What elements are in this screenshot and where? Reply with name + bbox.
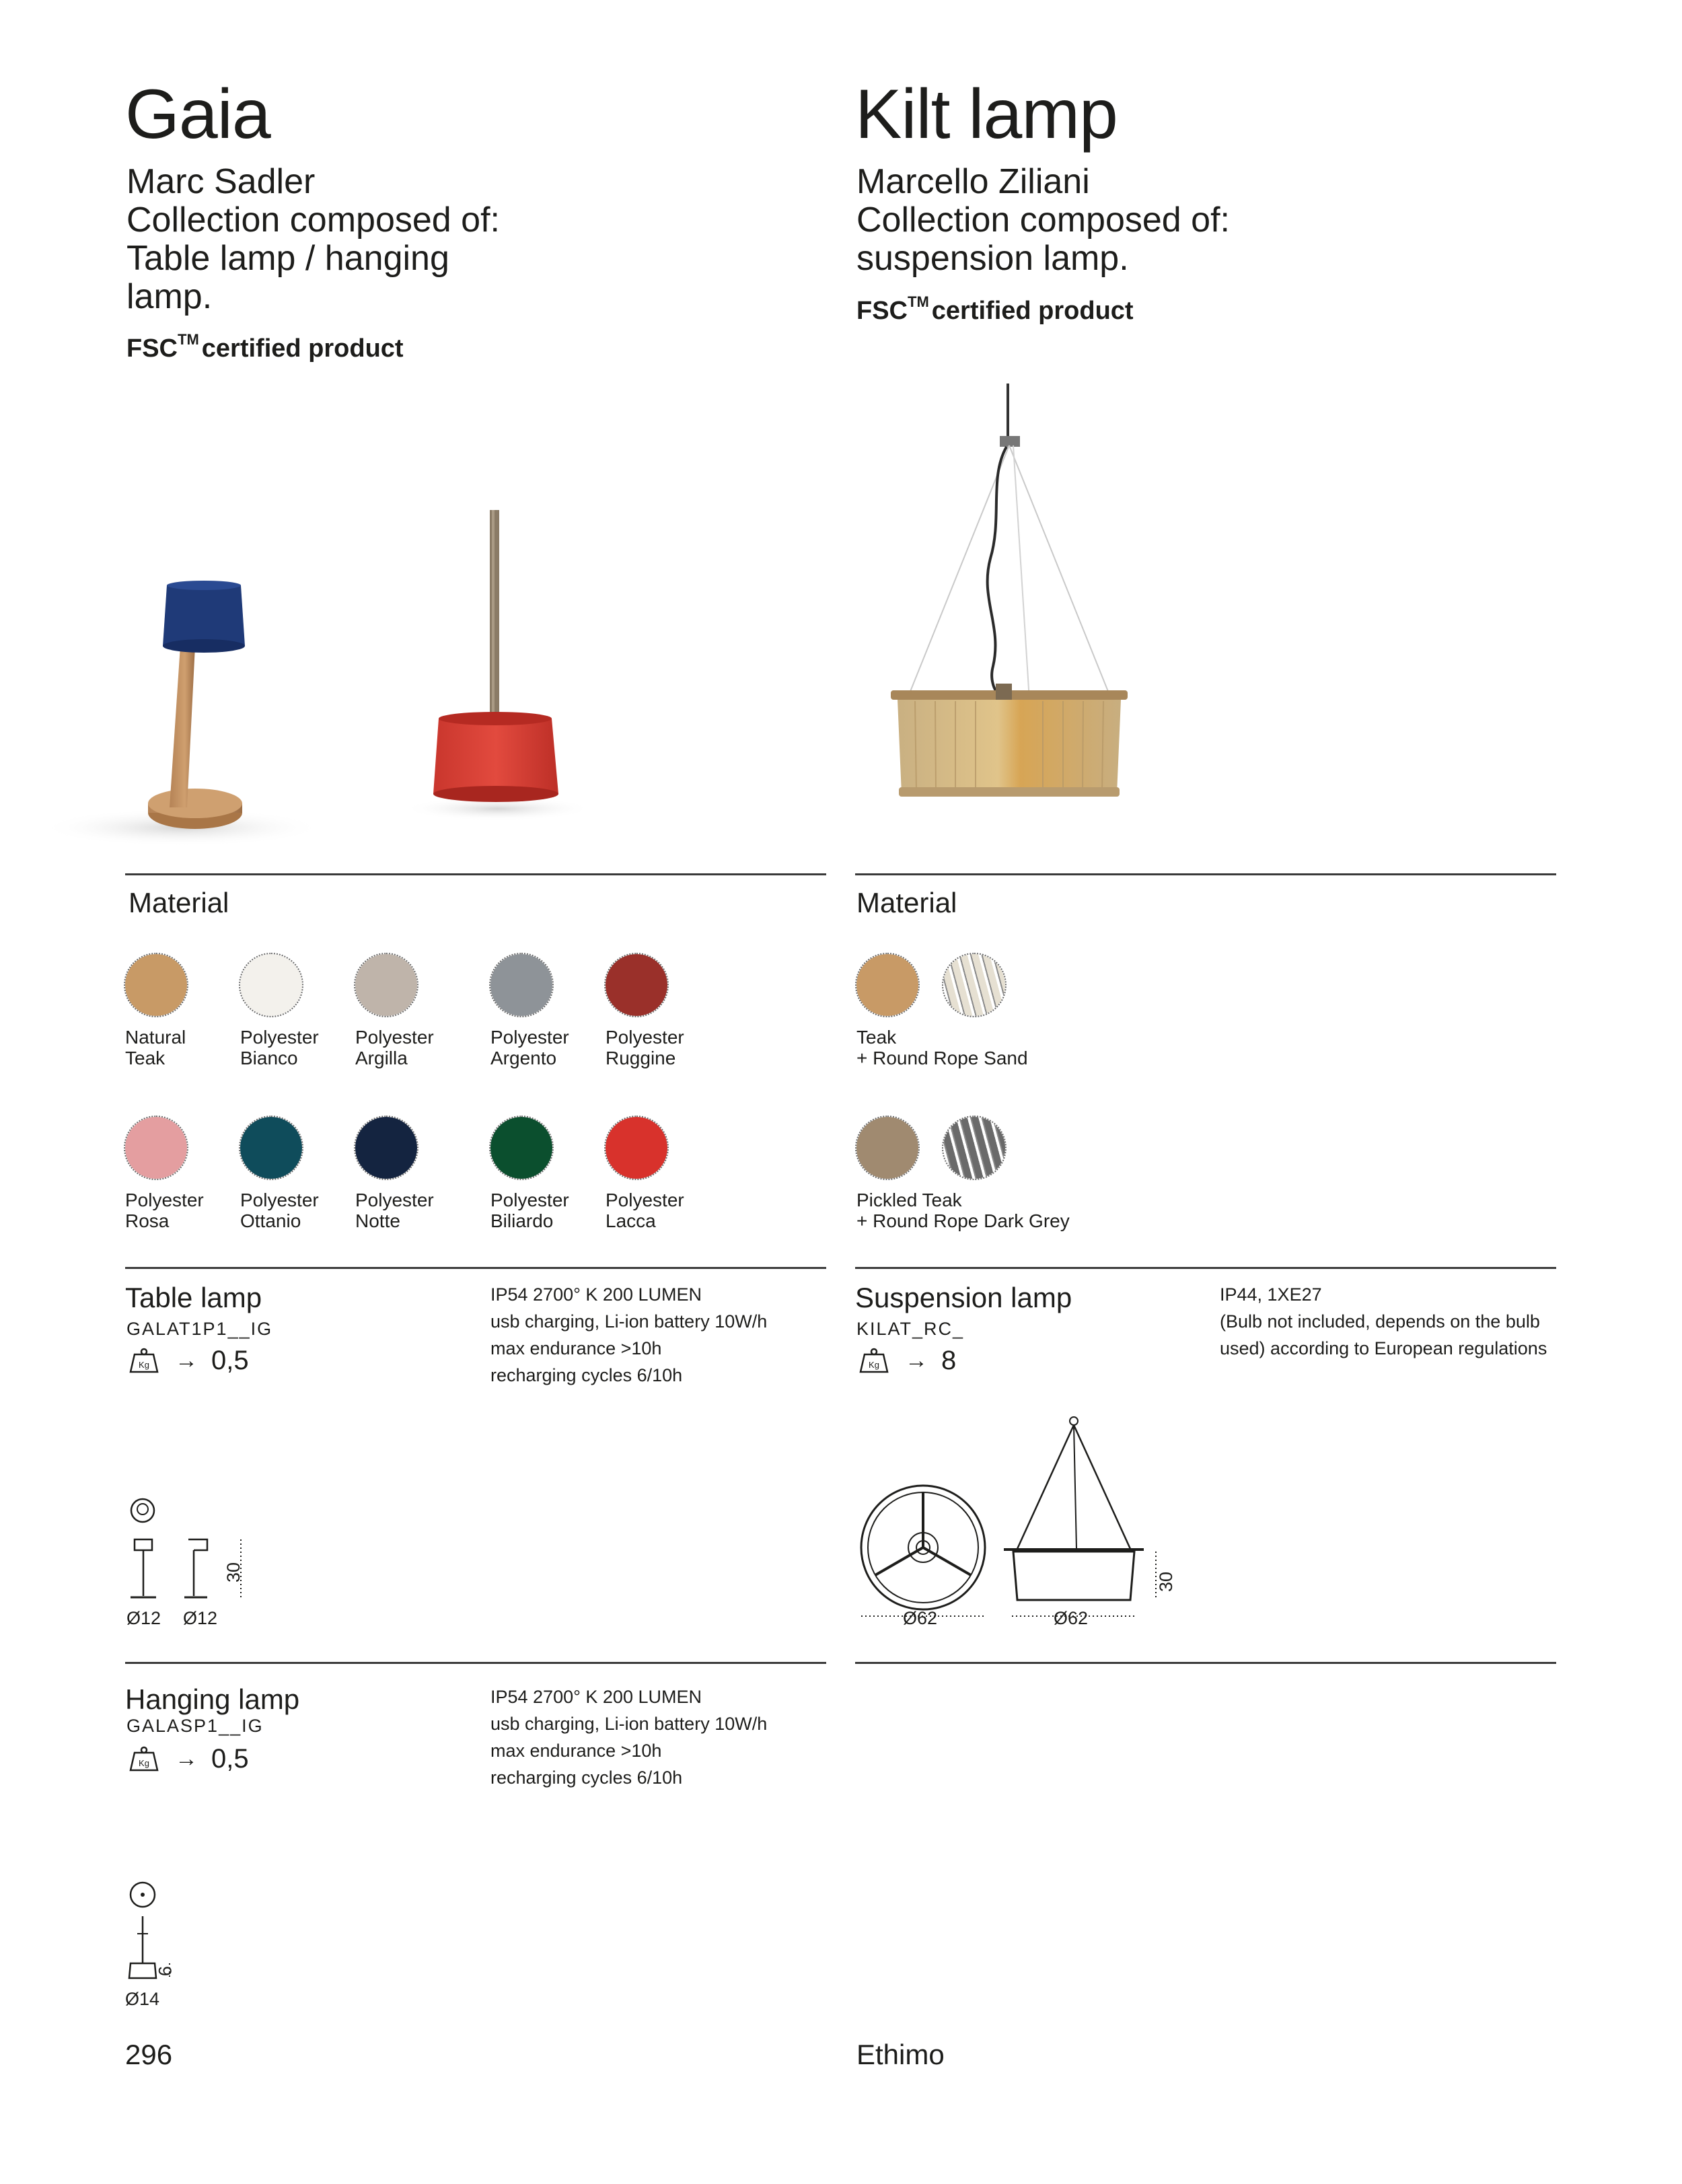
suspension-lamp-drawing (854, 1413, 1191, 1628)
gaia-desc-line: lamp. (126, 277, 213, 316)
rope-swatch (943, 1117, 1005, 1179)
combo-label-line: + Round Rope Dark Grey (856, 1210, 1070, 1231)
swatch-label-line: Polyester (240, 1190, 319, 1210)
material-swatch (125, 954, 187, 1016)
material-swatch-label (240, 1027, 319, 1068)
hanging-lamp-photo (404, 510, 592, 821)
hanging-lamp-specs (490, 1683, 767, 1791)
swatch-label-line: Polyester (490, 1027, 569, 1048)
kilt-desc-line: suspension lamp. (856, 239, 1129, 278)
spec-line: max endurance >10h (490, 1741, 662, 1761)
kilt-fsc-label (856, 293, 1134, 326)
wood-swatch (856, 954, 918, 1016)
spec-line: IP54 2700° K 200 LUMEN (490, 1687, 702, 1707)
spec-line: recharging cycles 6/10h (490, 1768, 683, 1788)
table-lamp-photo (40, 581, 323, 846)
material-swatch-label (490, 1027, 569, 1068)
swatch-label-line: Polyester (355, 1027, 434, 1048)
kilt-title: Kilt lamp (855, 75, 1118, 153)
suspension-lamp-name: Suspension lamp (855, 1282, 1072, 1313)
table-lamp-weight-value: 0,5 (211, 1346, 249, 1375)
suspension-lamp-weight (856, 1346, 956, 1376)
combo-label-line: Teak (856, 1027, 897, 1048)
material-swatch (490, 1117, 552, 1179)
kilt-designer: Marcello Ziliani (856, 162, 1090, 201)
material-swatch-label (355, 1027, 434, 1068)
hanging-lamp-weight (126, 1744, 249, 1774)
rope-swatch (943, 954, 1005, 1016)
table-lamp-diameter: Ø12 (183, 1608, 218, 1628)
swatch-label-line: Ruggine (606, 1048, 676, 1068)
swatch-label-line: Polyester (606, 1190, 684, 1210)
arrow-icon: → (905, 1348, 928, 1373)
suspension-lamp-specs (1220, 1281, 1547, 1362)
material-swatch (355, 1117, 417, 1179)
suspension-lamp-height: 30 (1156, 1571, 1176, 1592)
kg-icon-text: Kg (139, 1757, 149, 1768)
page-number: 296 (125, 2039, 173, 2070)
gaia-designer: Marc Sadler (126, 162, 316, 201)
arrow-icon: → (175, 1348, 198, 1373)
spec-line: (Bulb not included, depends on the bulb (1220, 1311, 1540, 1332)
weight-kg-icon (126, 1746, 161, 1773)
hanging-lamp-weight-value: 0,5 (211, 1744, 249, 1774)
material-combo-label (856, 1190, 1070, 1231)
brand-name: Ethimo (856, 2039, 945, 2070)
material-swatch (125, 1117, 187, 1179)
material-swatch-label (606, 1027, 684, 1068)
hanging-lamp-height: 9 (155, 1966, 175, 1977)
table-lamp-code: GALAT1P1__IG (126, 1319, 273, 1339)
material-swatch (240, 954, 302, 1016)
swatch-label-line: Polyester (355, 1190, 434, 1210)
material-swatch-label (125, 1027, 186, 1068)
kg-icon-text: Kg (869, 1359, 879, 1370)
material-combo-label (856, 1027, 1028, 1068)
spec-line: IP54 2700° K 200 LUMEN (490, 1284, 702, 1305)
swatch-label-line: Polyester (490, 1190, 569, 1210)
material-swatch-label (490, 1190, 569, 1231)
suspension-lamp-diameter: Ø62 (903, 1608, 938, 1628)
gaia-fsc-label (126, 331, 404, 363)
spec-line: used) according to European regulations (1220, 1338, 1547, 1358)
suspension-lamp-weight-value: 8 (941, 1346, 957, 1375)
material-swatch-label (240, 1190, 319, 1231)
material-swatch (606, 954, 667, 1016)
swatch-label-line: Bianco (240, 1048, 298, 1068)
gaia-description (126, 163, 500, 316)
hanging-lamp-name: Hanging lamp (125, 1683, 300, 1715)
arrow-icon: → (175, 1746, 198, 1772)
swatch-label-line: Teak (125, 1048, 166, 1068)
divider (125, 873, 826, 875)
hanging-lamp-diameter: Ø14 (125, 1989, 160, 2009)
spec-line: recharging cycles 6/10h (490, 1365, 683, 1385)
divider (855, 1662, 1556, 1664)
combo-label-line: + Round Rope Sand (856, 1048, 1028, 1068)
material-swatch (490, 954, 552, 1016)
kg-icon-text: Kg (139, 1359, 149, 1370)
swatch-label-line: Argilla (355, 1048, 408, 1068)
suspension-lamp-code: KILAT_RC_ (856, 1319, 965, 1339)
combo-label-line: Pickled Teak (856, 1190, 962, 1210)
table-lamp-weight (126, 1346, 249, 1376)
material-swatch (355, 954, 417, 1016)
fsc-certified-text: certified product (201, 334, 404, 363)
gaia-product-photo (27, 484, 807, 848)
spec-line: usb charging, Li-ion battery 10W/h (490, 1311, 768, 1332)
table-lamp-diameter: Ø12 (126, 1608, 161, 1628)
fsc-tm: TM (178, 331, 199, 348)
swatch-label-line: Polyester (125, 1190, 204, 1210)
gaia-desc-line: Table lamp / hanging (126, 239, 449, 278)
material-swatch-label (125, 1190, 204, 1231)
table-lamp-name: Table lamp (125, 1282, 262, 1313)
kilt-desc-line: Collection composed of: (856, 201, 1230, 240)
weight-kg-icon (126, 1348, 161, 1375)
gaia-material-heading: Material (129, 887, 229, 918)
table-lamp-specs (490, 1281, 767, 1389)
material-swatch (240, 1117, 302, 1179)
divider (125, 1662, 826, 1664)
spec-line: IP44, 1XE27 (1220, 1284, 1322, 1305)
fsc-certified-text: certified product (931, 297, 1134, 325)
fsc-text: FSC (126, 334, 178, 363)
fsc-text: FSC (856, 297, 908, 325)
wood-swatch (856, 1117, 918, 1179)
weight-kg-icon (856, 1348, 891, 1375)
divider (855, 873, 1556, 875)
spec-line: max endurance >10h (490, 1338, 662, 1358)
swatch-label-line: Biliardo (490, 1210, 554, 1231)
gaia-title: Gaia (125, 75, 270, 153)
divider (125, 1267, 826, 1269)
swatch-label-line: Natural (125, 1027, 186, 1048)
swatch-label-line: Polyester (240, 1027, 319, 1048)
kilt-product-photo (875, 384, 1171, 814)
swatch-label-line: Lacca (606, 1210, 656, 1231)
material-swatch-label (355, 1190, 434, 1231)
hanging-lamp-code: GALASP1__IG (126, 1716, 264, 1736)
swatch-label-line: Notte (355, 1210, 400, 1231)
table-lamp-height: 30 (223, 1562, 244, 1582)
suspension-lamp-diameter: Ø62 (1054, 1608, 1089, 1628)
fsc-tm: TM (908, 293, 929, 310)
swatch-label-line: Ottanio (240, 1210, 301, 1231)
divider (855, 1267, 1556, 1269)
material-swatch (606, 1117, 667, 1179)
kilt-material-heading: Material (856, 887, 957, 918)
kilt-description (856, 163, 1230, 278)
swatch-label-line: Argento (490, 1048, 557, 1068)
spec-line: usb charging, Li-ion battery 10W/h (490, 1714, 768, 1734)
swatch-label-line: Polyester (606, 1027, 684, 1048)
swatch-label-line: Rosa (125, 1210, 170, 1231)
gaia-desc-line: Collection composed of: (126, 201, 500, 240)
material-swatch-label (606, 1190, 684, 1231)
